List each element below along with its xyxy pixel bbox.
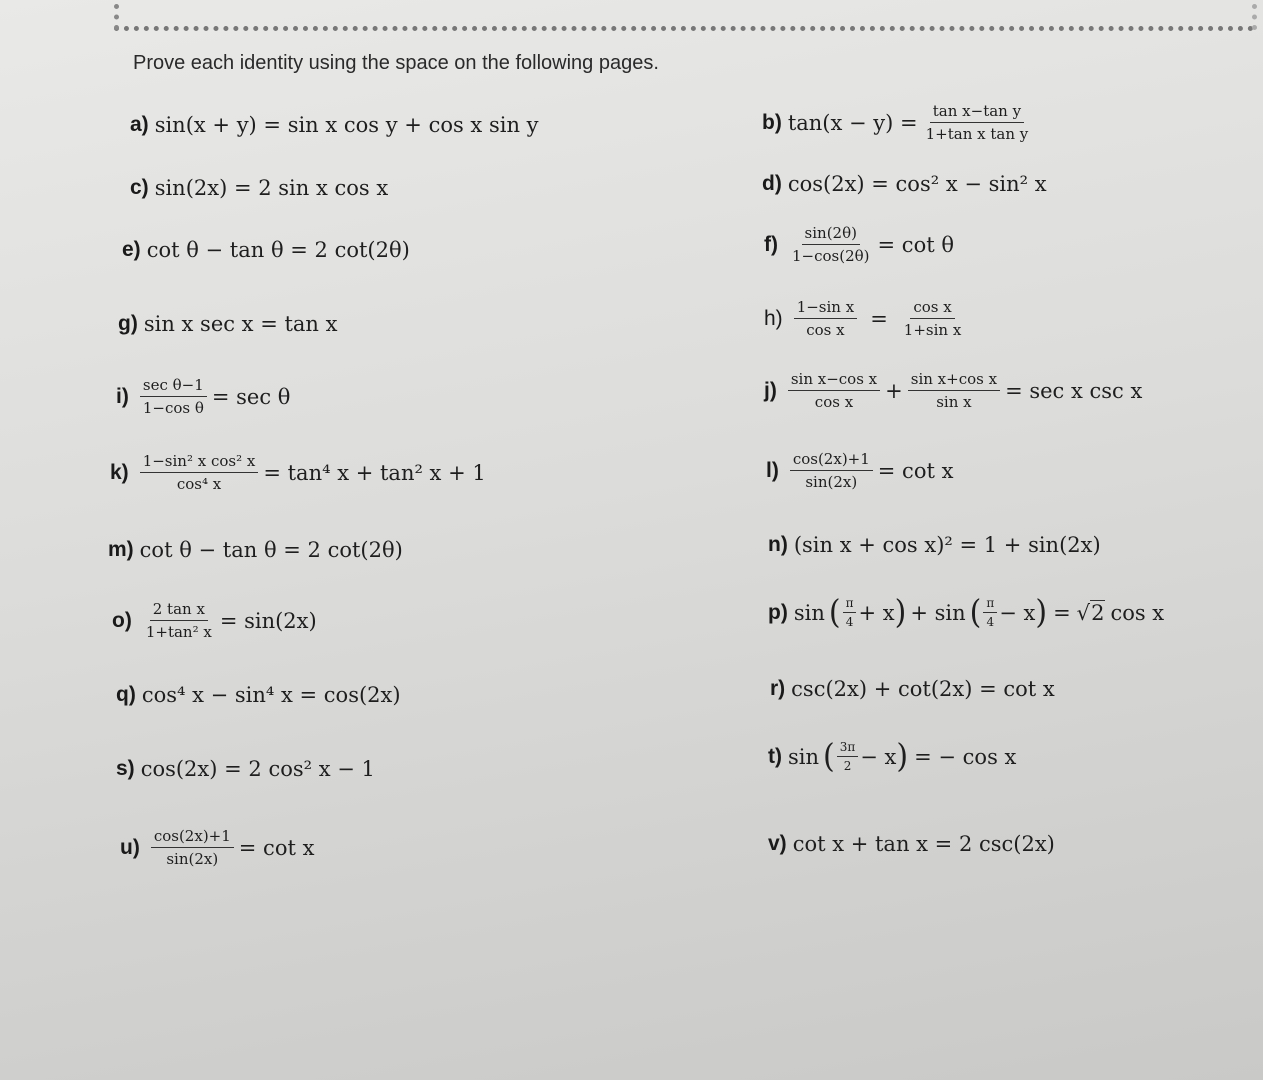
problem-rhs: = tan⁴ x + tan² x + 1 bbox=[263, 460, 486, 485]
denominator: cos x bbox=[806, 321, 845, 339]
problem-rhs: = − cos x bbox=[914, 744, 1017, 769]
denominator: 2 bbox=[843, 759, 852, 773]
numerator: cos(2x)+1 bbox=[151, 827, 234, 848]
close-paren: ) bbox=[894, 592, 907, 632]
fraction bbox=[140, 452, 259, 493]
fraction-left bbox=[794, 298, 858, 339]
denominator: cos x bbox=[814, 393, 854, 411]
fraction-pi-over-4 bbox=[983, 596, 997, 629]
denominator: cos⁴ x bbox=[176, 475, 222, 493]
problem-label: p) bbox=[768, 600, 788, 624]
denominator: 1−cos θ bbox=[142, 399, 204, 417]
problem-label: b) bbox=[762, 110, 782, 134]
minus-x-text: − x bbox=[999, 600, 1036, 625]
denominator: sin x bbox=[936, 393, 972, 411]
numerator: 1−sin x bbox=[794, 298, 858, 319]
fraction bbox=[143, 600, 215, 641]
problem-expression: cot x + tan x = 2 csc(2x) bbox=[792, 832, 1055, 856]
numerator: sec θ−1 bbox=[140, 376, 207, 397]
problem-label: g) bbox=[118, 312, 138, 335]
fraction bbox=[151, 827, 234, 868]
problem-p bbox=[768, 592, 1165, 632]
problem-label: i) bbox=[116, 384, 129, 408]
plus-sign: + bbox=[885, 378, 903, 403]
denominator: 4 bbox=[986, 615, 995, 629]
numerator: 3π bbox=[837, 740, 859, 757]
open-paren: ( bbox=[823, 736, 835, 776]
sqrt-radicand: 2 bbox=[1091, 601, 1105, 625]
problem-m bbox=[108, 538, 403, 562]
plus-sin-text: + sin bbox=[910, 600, 966, 625]
dotted-border-top bbox=[114, 26, 1254, 31]
fraction-pi-over-4 bbox=[843, 596, 857, 629]
problem-label: q) bbox=[116, 683, 136, 706]
problem-e bbox=[122, 238, 410, 262]
problem-expression: (sin x + cos x)² = 1 + sin(2x) bbox=[793, 533, 1101, 557]
problem-f bbox=[764, 224, 954, 265]
numerator: sin x+cos x bbox=[908, 370, 1000, 391]
fraction bbox=[923, 102, 1032, 143]
problem-label: f) bbox=[764, 232, 778, 256]
problem-rhs: = sec θ bbox=[211, 384, 291, 409]
problem-s bbox=[116, 757, 375, 781]
problem-j bbox=[764, 370, 1142, 411]
problem-u bbox=[120, 827, 314, 868]
open-paren: ( bbox=[969, 592, 982, 632]
problem-expression: cos⁴ x − sin⁴ x = cos(2x) bbox=[141, 683, 401, 707]
problem-label: e) bbox=[122, 238, 141, 261]
fraction-left bbox=[788, 370, 880, 411]
problem-r bbox=[770, 677, 1055, 701]
problem-label: o) bbox=[112, 608, 132, 632]
problem-expression: cos(2x) = 2 cos² x − 1 bbox=[140, 757, 375, 781]
denominator: 1+tan x tan y bbox=[925, 125, 1029, 143]
problem-c bbox=[130, 176, 388, 200]
cos-x-text: cos x bbox=[1110, 600, 1165, 625]
problem-label: c) bbox=[130, 176, 149, 199]
problem-rhs: = sec x csc x bbox=[1005, 378, 1143, 403]
minus-x-text: − x bbox=[860, 744, 897, 769]
problem-label: v) bbox=[768, 832, 787, 855]
open-paren: ( bbox=[828, 592, 841, 632]
denominator: sin(2x) bbox=[166, 850, 219, 868]
problem-expression: sin(x + y) = sin x cos y + cos x sin y bbox=[154, 113, 539, 137]
close-paren: ) bbox=[896, 736, 909, 776]
denominator: 1−cos(2θ) bbox=[792, 247, 870, 265]
problem-rhs: = cot x bbox=[238, 835, 315, 860]
problem-expression: cot θ − tan θ = 2 cot(2θ) bbox=[139, 538, 403, 562]
problem-h bbox=[764, 298, 969, 339]
problem-n bbox=[768, 533, 1101, 557]
problem-lhs: tan(x − y) = bbox=[787, 110, 918, 135]
problem-label: d) bbox=[762, 172, 782, 195]
problem-q bbox=[116, 683, 401, 707]
denominator: 1+sin x bbox=[903, 321, 962, 339]
problem-t bbox=[768, 736, 1017, 776]
fraction-right bbox=[908, 370, 1000, 411]
problem-rhs: = cot θ bbox=[877, 232, 954, 257]
sqrt-symbol: √ bbox=[1076, 600, 1091, 625]
sin-text: sin bbox=[788, 744, 820, 769]
problem-b bbox=[762, 102, 1036, 143]
problem-rhs: = cot x bbox=[877, 458, 954, 483]
numerator: π bbox=[983, 596, 997, 613]
problem-label: a) bbox=[130, 113, 149, 136]
problem-expression: sin x sec x = tan x bbox=[143, 312, 338, 336]
sin-text: sin bbox=[793, 600, 825, 625]
numerator: tan x−tan y bbox=[930, 102, 1024, 123]
fraction bbox=[790, 450, 873, 491]
numerator: 2 tan x bbox=[150, 600, 208, 621]
problem-g bbox=[118, 312, 337, 336]
instruction-text: Prove each identity using the space on the following pages. bbox=[133, 52, 659, 74]
problem-label: t) bbox=[768, 744, 782, 768]
problem-rhs: = sin(2x) bbox=[219, 608, 317, 633]
fraction-right bbox=[901, 298, 965, 339]
problem-label: m) bbox=[108, 538, 134, 561]
problem-label: s) bbox=[116, 757, 135, 780]
problem-expression: sin(2x) = 2 sin x cos x bbox=[154, 176, 389, 200]
numerator: sin x−cos x bbox=[788, 370, 880, 391]
plus-x-text: + x bbox=[858, 600, 895, 625]
numerator: π bbox=[843, 596, 857, 613]
numerator: 1−sin² x cos² x bbox=[140, 452, 259, 473]
problem-expression: cot θ − tan θ = 2 cot(2θ) bbox=[146, 238, 410, 262]
problem-label: h) bbox=[764, 306, 783, 330]
numerator: sin(2θ) bbox=[802, 224, 860, 245]
problem-o bbox=[112, 600, 317, 641]
fraction bbox=[789, 224, 873, 265]
problem-label: l) bbox=[766, 458, 779, 482]
problem-a bbox=[130, 113, 539, 137]
denominator: 4 bbox=[845, 615, 854, 629]
equals-sign: = bbox=[1053, 600, 1071, 625]
problem-d bbox=[762, 172, 1047, 196]
dotted-border-right bbox=[1252, 4, 1257, 30]
numerator: cos(2x)+1 bbox=[790, 450, 873, 471]
problem-label: k) bbox=[110, 460, 129, 484]
problem-label: u) bbox=[120, 835, 140, 859]
problem-label: r) bbox=[770, 677, 786, 700]
problem-expression: cos(2x) = cos² x − sin² x bbox=[787, 172, 1047, 196]
problem-label: n) bbox=[768, 533, 788, 556]
problem-i bbox=[116, 376, 290, 417]
fraction-3pi-over-2 bbox=[837, 740, 859, 773]
close-paren: ) bbox=[1035, 592, 1048, 632]
fraction bbox=[140, 376, 207, 417]
denominator: 1+tan² x bbox=[145, 623, 212, 641]
dotted-border-left bbox=[114, 4, 119, 30]
problem-v bbox=[768, 832, 1055, 856]
denominator: sin(2x) bbox=[805, 473, 858, 491]
problem-label: j) bbox=[764, 378, 777, 402]
numerator: cos x bbox=[910, 298, 954, 319]
problem-expression: csc(2x) + cot(2x) = cot x bbox=[791, 677, 1055, 701]
problem-l bbox=[766, 450, 953, 491]
problem-k bbox=[110, 452, 486, 493]
equals-sign: = bbox=[870, 306, 888, 331]
